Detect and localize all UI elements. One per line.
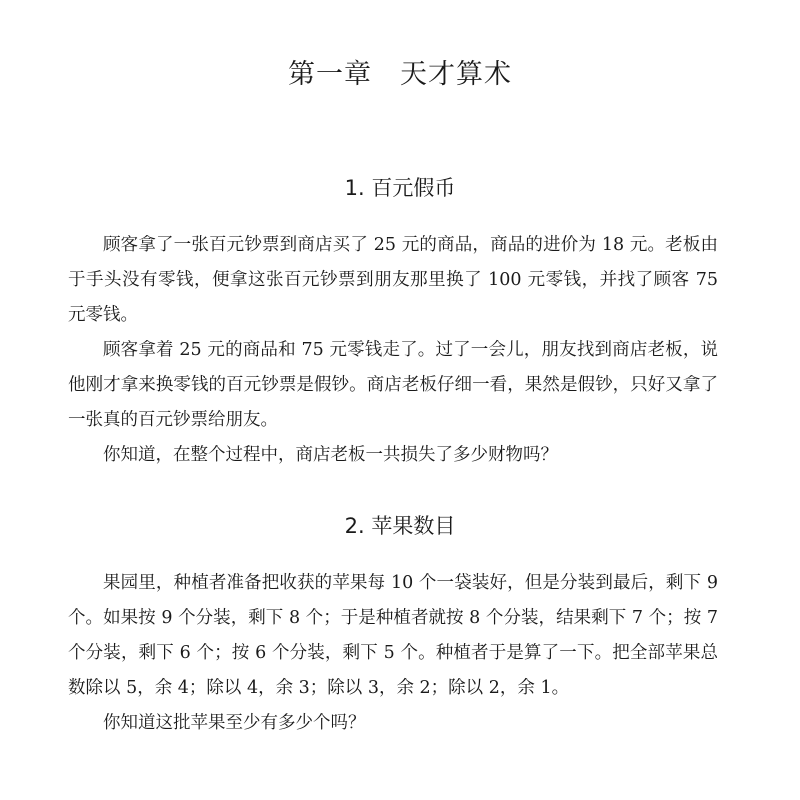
section-title-fake-bill: 1. 百元假币 bbox=[344, 176, 456, 200]
paragraph: 果园里，种植者准备把收获的苹果每 10 个一袋装好，但是分装到最后，剩下 9 个。如果按 9 个分装，剩下 8 个；于是种植者就按 8 个分装，结果剩下 7 个；按 7 个分装，剩下 6 个；按 6 个分装，剩下 5 个。种植者于是算了一下。把全部苹果总数除以 5，余 4；除以 4，余 3；除以 3，余 2；除以 2，余 1。 bbox=[68, 573, 718, 698]
paragraph: 顾客拿了一张百元钞票到商店买了 25 元的商品，商品的进价为 18 元。老板由于手头没有零钱，便拿这张百元钞票到朋友那里换了 100 元零钱，并找了顾客 75 元零钱。 bbox=[68, 235, 718, 325]
section-title-apple-count: 2. 苹果数目 bbox=[344, 514, 456, 538]
question-paragraph: 你知道，在整个过程中，商店老板一共损失了多少财物吗？ bbox=[103, 445, 558, 465]
paragraph: 顾客拿着 25 元的商品和 75 元零钱走了。过了一会儿，朋友找到商店老板，说他刚才拿来换零钱的百元钞票是假钞。商店老板仔细一看，果然是假钞，只好又拿了一张真的百元钞票给朋友。 bbox=[68, 340, 718, 430]
question-paragraph: 你知道这批苹果至少有多少个吗？ bbox=[103, 713, 366, 733]
section-body-fake-bill bbox=[68, 228, 718, 473]
chapter-title: 第一章 天才算术 bbox=[288, 59, 512, 90]
section-body-apple-count bbox=[68, 566, 718, 741]
